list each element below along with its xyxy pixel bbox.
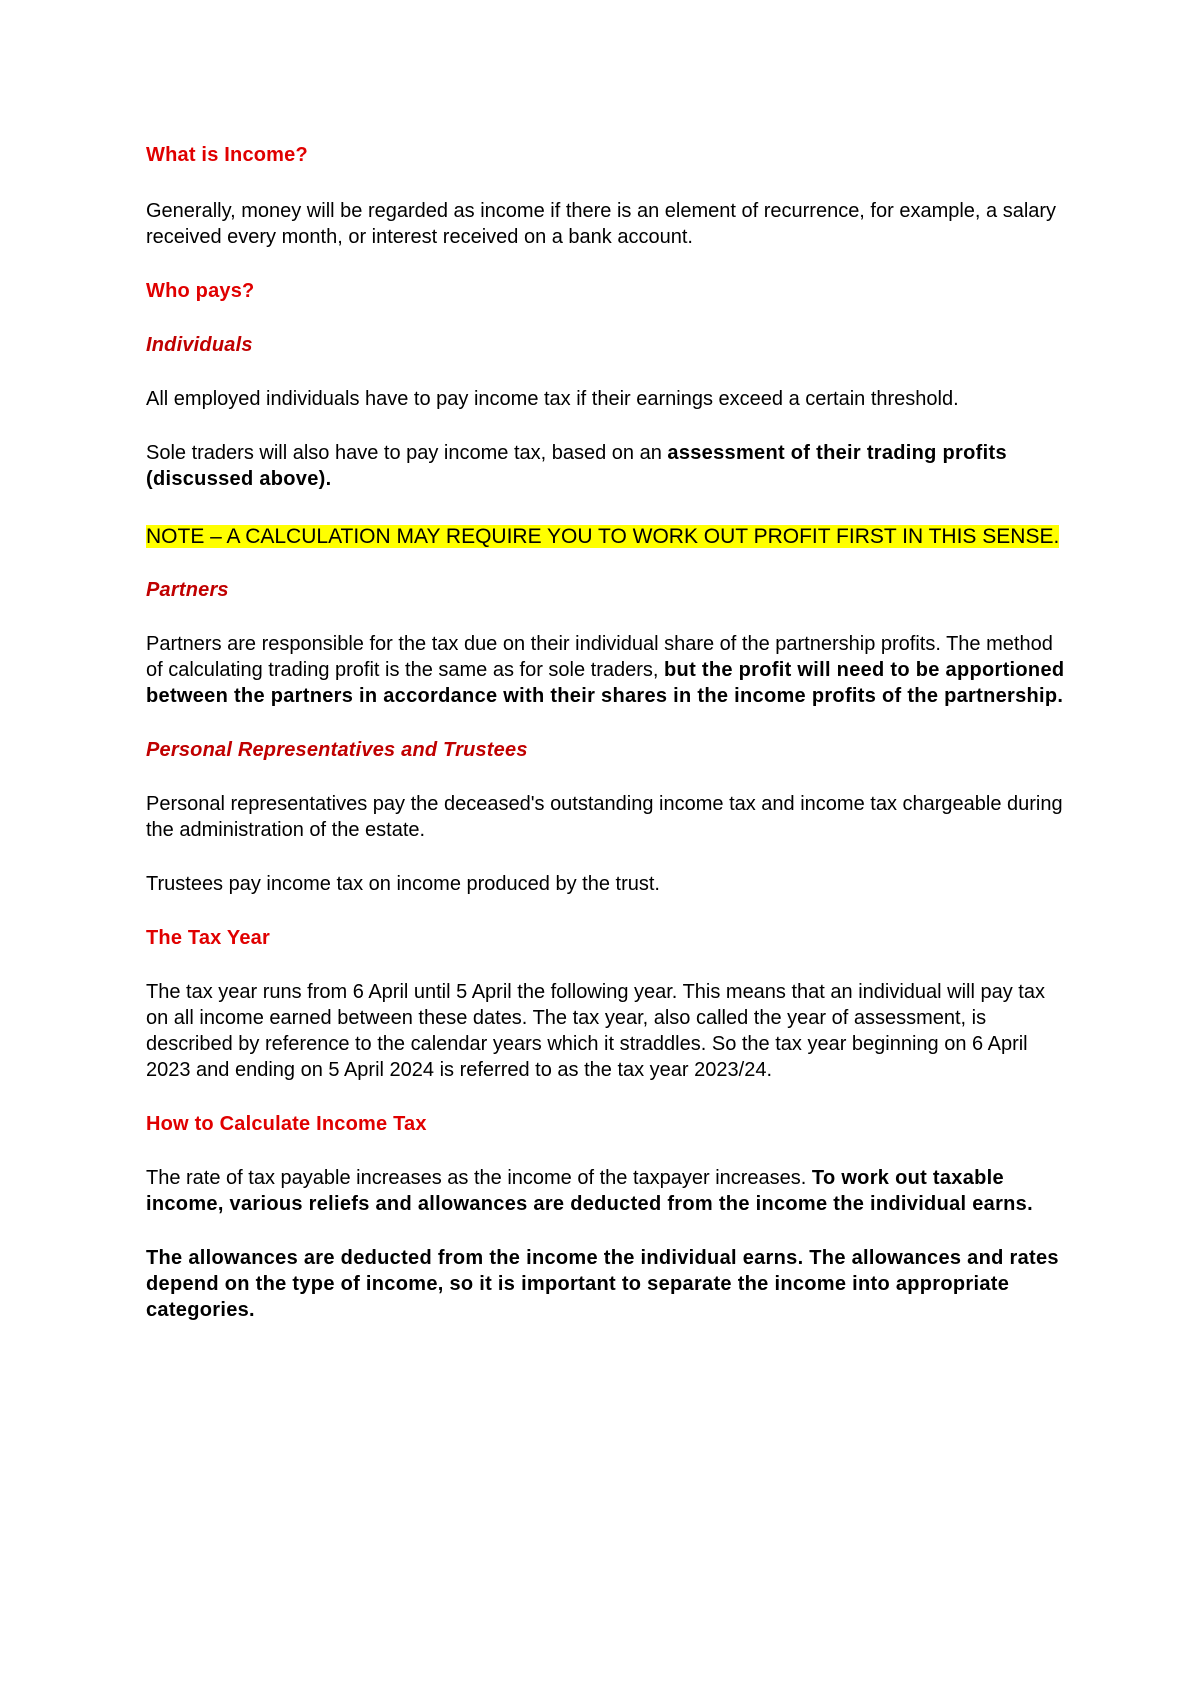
document-page	[146, 142, 1066, 1323]
heading-who-pays: Who pays?	[146, 280, 255, 302]
partners-text: Partners are responsible for the tax due on their individual share of the partnership profits. The method of calculating trading profit is the same as for sole traders,	[146, 633, 1053, 681]
rate-text: The rate of tax payable increases as the income of the taxpayer increases.	[146, 1167, 812, 1189]
paragraph-trustees: Trustees pay income tax on income produced by the trust.	[146, 873, 660, 895]
paragraph-income-definition: Generally, money will be regarded as income if there is an element of recurrence, for example, a salary received every month, or interest received on a bank account.	[146, 200, 1057, 248]
partners-bold-text: but the profit will need to be apportioned between the partners in accordance with their shares in the income profits of the partnership.	[146, 659, 1065, 707]
paragraph-tax-year: The tax year runs from 6 April until 5 April the following year. This means that an individual will pay tax on all income earned between these dates. The tax year, also called the year of assessment, is described by reference to the calendar years which it straddles. So the tax year beginning on 6 April 2023 and ending on 5 April 2024 is referred to as the tax year 2023/24.	[146, 981, 1045, 1081]
highlighted-note	[146, 522, 1066, 551]
heading-how-to-calculate: How to Calculate Income Tax	[146, 1113, 427, 1135]
paragraph-partners	[146, 631, 1066, 709]
subheading-individuals: Individuals	[146, 334, 253, 356]
paragraph-sole-traders	[146, 440, 1066, 492]
paragraph-employed-individuals: All employed individuals have to pay income tax if their earnings exceed a certain threshold.	[146, 388, 959, 410]
paragraph-allowances: The allowances are deducted from the income the individual earns. The allowances and rates depend on the type of income, so it is important to separate the income into appropriate categories.	[146, 1247, 1059, 1321]
paragraph-personal-representatives: Personal representatives pay the deceased's outstanding income tax and income tax chargeable during the administration of the estate.	[146, 793, 1063, 841]
heading-tax-year: The Tax Year	[146, 927, 270, 949]
heading-what-is-income: What is Income?	[146, 144, 308, 166]
sole-traders-text: Sole traders will also have to pay income tax, based on an	[146, 442, 668, 464]
sole-traders-bold-text: assessment of their trading profits (discussed above).	[146, 442, 1007, 490]
paragraph-rate-of-tax	[146, 1165, 1066, 1217]
rate-bold-text: To work out taxable income, various reliefs and allowances are deducted from the income the individual earns.	[146, 1167, 1033, 1215]
subheading-partners: Partners	[146, 579, 229, 601]
subheading-personal-representatives-trustees: Personal Representatives and Trustees	[146, 739, 528, 761]
note-text: NOTE – A CALCULATION MAY REQUIRE YOU TO WORK OUT PROFIT FIRST IN THIS SENSE.	[146, 525, 1060, 548]
